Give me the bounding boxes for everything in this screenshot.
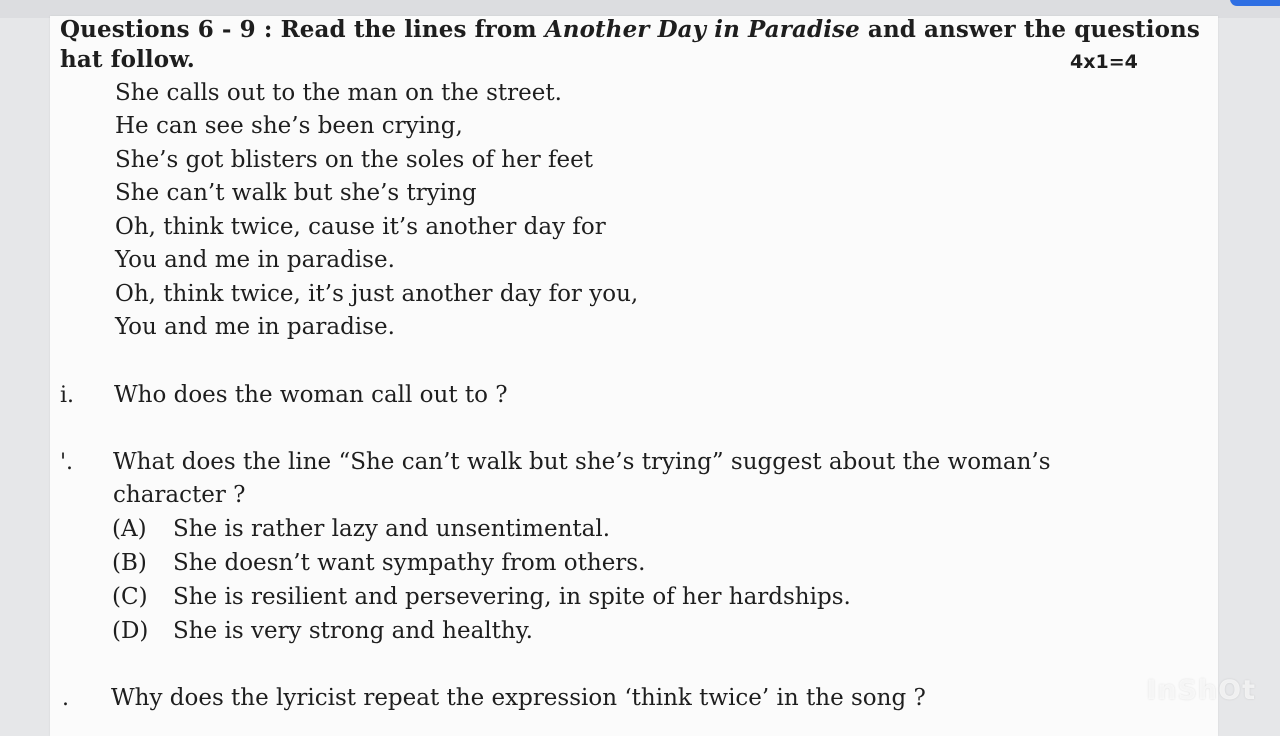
- question-text: What does the line “She can’t walk but she’s trying” suggest about the woman’s: [113, 449, 1051, 475]
- question-heading: [60, 18, 1200, 41]
- option-label: (D): [112, 618, 149, 644]
- document-page: [50, 16, 1218, 736]
- question-number: i.: [60, 383, 75, 408]
- poem-line: She calls out to the man on the street.: [115, 80, 562, 106]
- heading-prefix: Questions 6 - 9 : Read the lines from: [60, 16, 545, 43]
- heading-line-2: hat follow.: [60, 46, 195, 73]
- inshot-watermark: InShOt: [1146, 675, 1256, 706]
- question-number: '.: [60, 450, 74, 475]
- option-text: She is very strong and healthy.: [173, 618, 533, 644]
- marks-allocation: 4x1=4: [1070, 51, 1138, 73]
- question-text: Who does the woman call out to ?: [114, 382, 508, 408]
- option-text: She is resilient and persevering, in spite of her hardships.: [173, 584, 851, 610]
- poem-line: Oh, think twice, it’s just another day for you,: [115, 281, 639, 307]
- option-label: (A): [112, 516, 147, 542]
- question-text: Why does the lyricist repeat the expression ‘think twice’ in the song ?: [111, 685, 926, 711]
- question-text-cont: character ?: [113, 482, 246, 508]
- poem-line: She can’t walk but she’s trying: [115, 180, 477, 206]
- poem-line: Oh, think twice, cause it’s another day for: [115, 214, 606, 240]
- option-label: (B): [112, 550, 147, 576]
- poem-line: You and me in paradise.: [115, 247, 395, 273]
- question-number: .: [62, 686, 69, 711]
- option-label: (C): [112, 584, 148, 610]
- heading-suffix: and answer the questions: [859, 16, 1200, 43]
- option-text: She doesn’t want sympathy from others.: [173, 550, 646, 576]
- poem-line: She’s got blisters on the soles of her feet: [115, 147, 593, 173]
- poem-title: Another Day in Paradise: [544, 16, 860, 43]
- option-text: She is rather lazy and unsentimental.: [173, 516, 610, 542]
- poem-line: You and me in paradise.: [115, 314, 395, 340]
- corner-accent: [1230, 0, 1280, 6]
- poem-line: He can see she’s been crying,: [115, 113, 463, 139]
